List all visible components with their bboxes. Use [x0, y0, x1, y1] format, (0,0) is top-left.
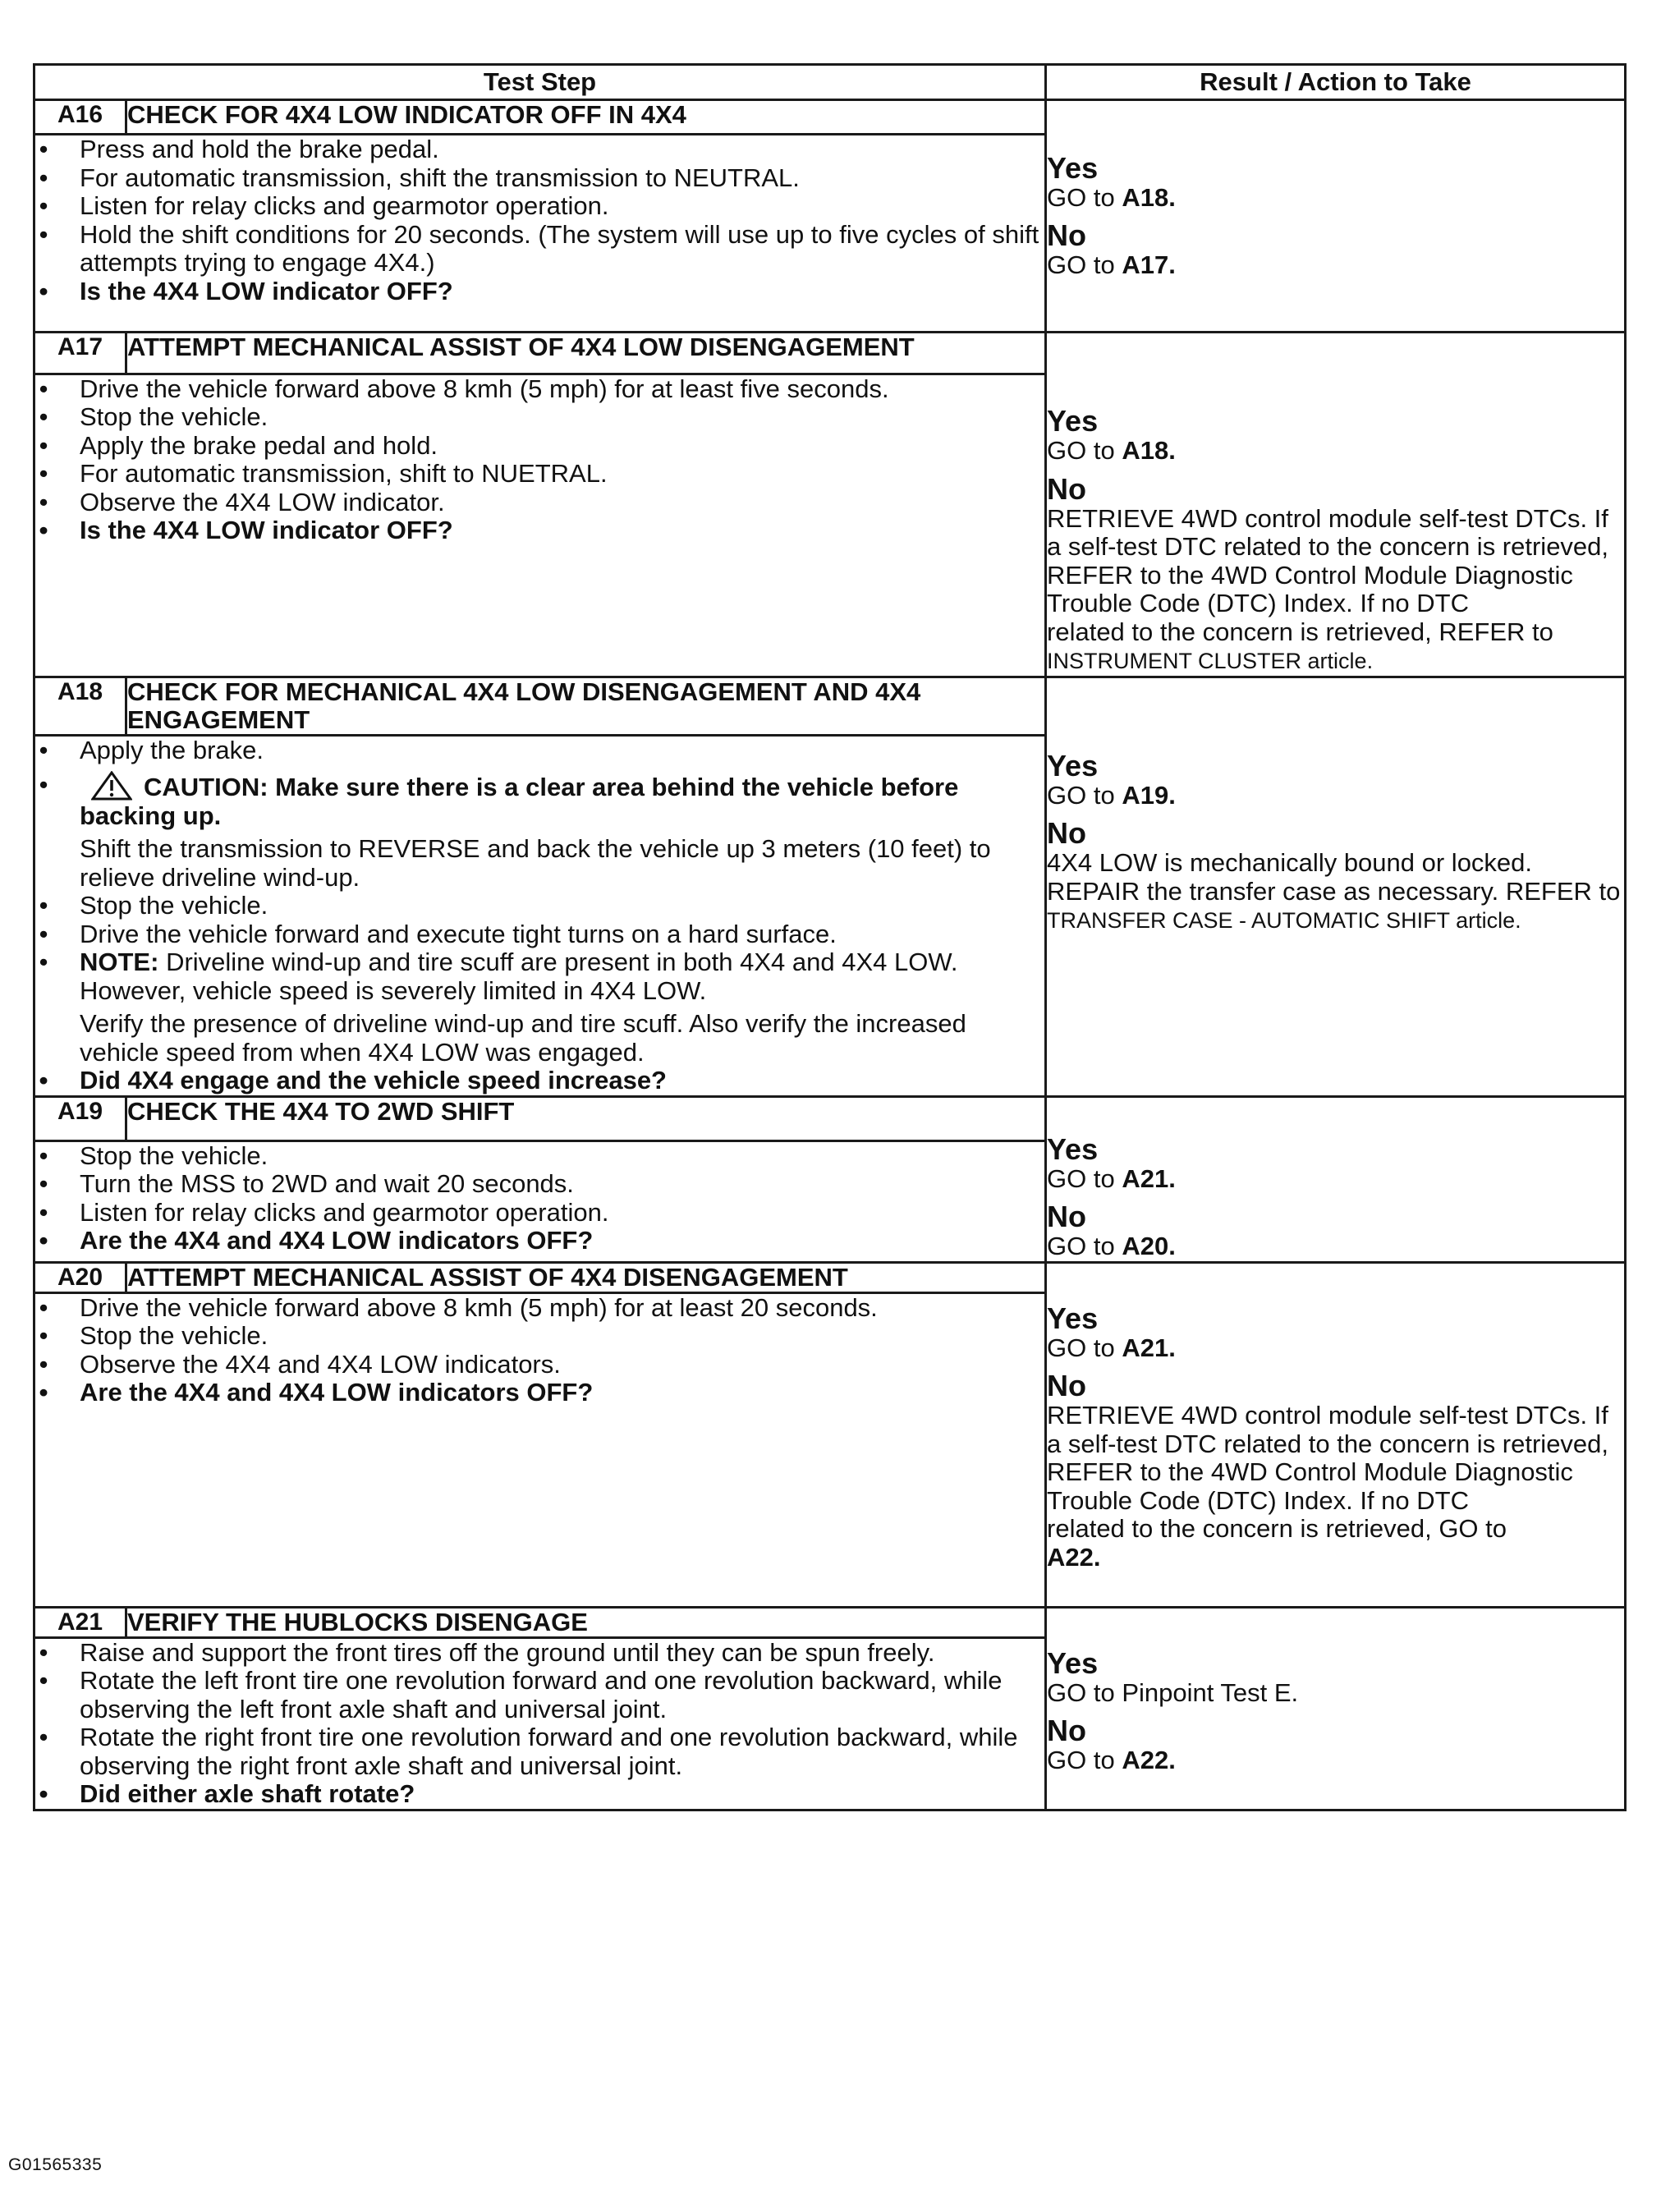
step-title-a20: ATTEMPT MECHANICAL ASSIST OF 4X4 DISENGAGEMENT — [126, 1262, 1046, 1292]
step-body-a20 — [34, 1292, 1046, 1607]
list-item: • Rotate the left front tire one revolution forward and one revolution backward, while observing the left front axle shaft and universal joint. — [39, 1666, 1003, 1723]
result-cell-a18 — [1046, 677, 1626, 1096]
result-yes-action: GO to A19. — [1047, 780, 1176, 810]
result-yes-label: Yes — [1047, 1131, 1099, 1166]
result-no-action: GO to A22. — [1047, 1746, 1176, 1774]
result-no-label: No — [1047, 1200, 1087, 1233]
step-question-a17: • Is the 4X4 LOW indicator OFF? — [39, 516, 453, 544]
result-yes-label: Yes — [1047, 1645, 1099, 1680]
list-item: • Stop the vehicle. — [39, 1140, 268, 1170]
header-test-step: Test Step — [34, 65, 1046, 100]
result-cell-a17 — [1046, 333, 1626, 677]
result-no-label: No — [1047, 218, 1087, 252]
step-question-a20: • Are the 4X4 and 4X4 LOW indicators OFF? — [39, 1378, 594, 1407]
result-yes-label: Yes — [1047, 748, 1099, 782]
result-cell-a19 — [1046, 1096, 1626, 1262]
step-title-a17: ATTEMPT MECHANICAL ASSIST OF 4X4 LOW DISENGAGEMENT — [126, 333, 1046, 374]
result-no-action: GO to A17. — [1047, 250, 1176, 279]
list-item: • Stop the vehicle. — [39, 891, 268, 920]
list-item: • Turn the MSS to 2WD and wait 20 seconds. — [39, 1169, 574, 1198]
list-item: • Rotate the right front tire one revolution forward and one revolution backward, while observing the right front axle shaft and universal joint. — [39, 1723, 1018, 1780]
result-cell-a16 — [1046, 100, 1626, 333]
result-yes-label: Yes — [1047, 404, 1099, 438]
step-id-a19: A19 — [34, 1096, 126, 1140]
step-title-a19: CHECK THE 4X4 TO 2WD SHIFT — [126, 1096, 1046, 1140]
result-no-label: No — [1047, 1714, 1087, 1747]
list-item: • Drive the vehicle forward and execute tight turns on a hard surface. — [39, 919, 837, 948]
list-item: • Apply the brake pedal and hold. — [39, 430, 438, 460]
result-yes-action: GO to A21. — [1047, 1333, 1176, 1362]
step-title-a21: VERIFY THE HUBLOCKS DISENGAGE — [126, 1607, 1046, 1637]
step-body-a18 — [34, 735, 1046, 1096]
result-cell-a20 — [1046, 1262, 1626, 1607]
step-title-row-a19 — [34, 1096, 1626, 1140]
result-yes-action: GO to Pinpoint Test E. — [1047, 1677, 1299, 1707]
header-result-action: Result / Action to Take — [1046, 65, 1626, 100]
step-question-a19: • Are the 4X4 and 4X4 LOW indicators OFF? — [39, 1226, 594, 1255]
step-id-a20: A20 — [34, 1262, 126, 1292]
list-item: • Listen for relay clicks and gearmotor operation. — [39, 191, 609, 221]
step-id-a16: A16 — [34, 100, 126, 135]
result-no-action: RETRIEVE 4WD control module self-test DTCs. If a self-test DTC related to the concern is retrieved, REFER to the 4WD Control Module Diagnostic Trouble Code (DTC) Index. If no DTC related to the concern is retrieved, REFER to INSTRUMENT CLUSTER article. — [1047, 503, 1609, 673]
step-title-row-a21 — [34, 1607, 1626, 1637]
list-item: • For automatic transmission, shift to NUETRAL. — [39, 459, 608, 488]
list-item: • Raise and support the front tires off the ground until they can be spun freely. — [39, 1637, 935, 1667]
list-item: • Drive the vehicle forward above 8 kmh (5 mph) for at least five seconds. — [39, 374, 889, 403]
result-no-action: 4X4 LOW is mechanically bound or locked. REPAIR the transfer case as necessary. REFER to TRANSFER CASE - AUTOMATIC SHIFT article. — [1047, 848, 1621, 933]
figure-code: G01565335 — [8, 2155, 103, 2174]
step-title-a18: CHECK FOR MECHANICAL 4X4 LOW DISENGAGEMENT AND 4X4 ENGAGEMENT — [126, 677, 1046, 735]
table-header-row — [34, 65, 1626, 100]
result-yes-label: Yes — [1047, 1301, 1099, 1335]
step-question-a18: • Did 4X4 engage and the vehicle speed increase? — [39, 1066, 667, 1095]
step-title-row-a18 — [34, 677, 1626, 735]
result-cell-a21 — [1046, 1607, 1626, 1810]
step-id-a17: A17 — [34, 333, 126, 374]
step-body-a16 — [34, 135, 1046, 333]
result-no-label: No — [1047, 816, 1087, 850]
step-body-a21 — [34, 1637, 1046, 1810]
step-question-a16: • Is the 4X4 LOW indicator OFF? — [39, 276, 453, 305]
diagnostic-test-table — [33, 63, 1627, 1811]
step-title-row-a17 — [34, 333, 1626, 374]
result-no-action: GO to A20. — [1047, 1232, 1176, 1260]
result-no-label: No — [1047, 471, 1087, 506]
list-item: • For automatic transmission, shift the transmission to NEUTRAL. — [39, 163, 800, 192]
step-title-row-a16 — [34, 100, 1626, 135]
list-item: • Apply the brake. — [39, 735, 264, 764]
step-question-a21: • Did either axle shaft rotate? — [39, 1779, 415, 1808]
warning-triangle-icon — [91, 771, 132, 801]
list-item: • Press and hold the brake pedal. — [39, 135, 439, 164]
list-item-note: • NOTE: Driveline wind-up and tire scuff are present in both 4X4 and 4X4 LOW. However, vehicle speed is severely limited in 4X4 LOW. Verify the presence of driveline wind-up and tire scuff. Also verify the increased vehicle speed from when 4X4 LOW was engaged. — [39, 948, 966, 1067]
list-item: • Listen for relay clicks and gearmotor operation. — [39, 1197, 609, 1227]
list-item: • Hold the shift conditions for 20 seconds. (The system will use up to five cycles of shift attempts trying to engage 4X4.) — [39, 219, 1039, 278]
list-item: • Stop the vehicle. — [39, 402, 268, 431]
list-item: • Stop the vehicle. — [39, 1321, 268, 1350]
step-body-a17 — [34, 374, 1046, 677]
step-id-a18: A18 — [34, 677, 126, 735]
result-yes-action: GO to A18. — [1047, 182, 1176, 212]
result-yes-action: GO to A18. — [1047, 436, 1176, 465]
step-title-row-a20 — [34, 1262, 1626, 1292]
result-no-label: No — [1047, 1369, 1087, 1402]
list-item: • Observe the 4X4 LOW indicator. — [39, 487, 445, 516]
step-body-a19 — [34, 1140, 1046, 1262]
list-item: • Observe the 4X4 and 4X4 LOW indicators. — [39, 1349, 561, 1379]
step-id-a21: A21 — [34, 1607, 126, 1637]
result-yes-action: GO to A21. — [1047, 1163, 1176, 1193]
result-no-action: RETRIEVE 4WD control module self-test DTCs. If a self-test DTC related to the concern is retrieved, REFER to the 4WD Control Module Diagnostic Trouble Code (DTC) Index. If no DTC related to the concern is retrieved, GO to A22. — [1047, 1401, 1609, 1572]
list-item-caution: • CAUTION: Make sure there is a clear area behind the vehicle before backing up. Shift the transmission to REVERSE and back the vehicle up 3 meters (10 feet) to relieve driveline wind-up. — [39, 770, 991, 892]
list-item: • Drive the vehicle forward above 8 kmh (5 mph) for at least 20 seconds. — [39, 1292, 878, 1322]
result-yes-label: Yes — [1047, 150, 1099, 185]
step-title-a16: CHECK FOR 4X4 LOW INDICATOR OFF IN 4X4 — [126, 100, 1046, 135]
